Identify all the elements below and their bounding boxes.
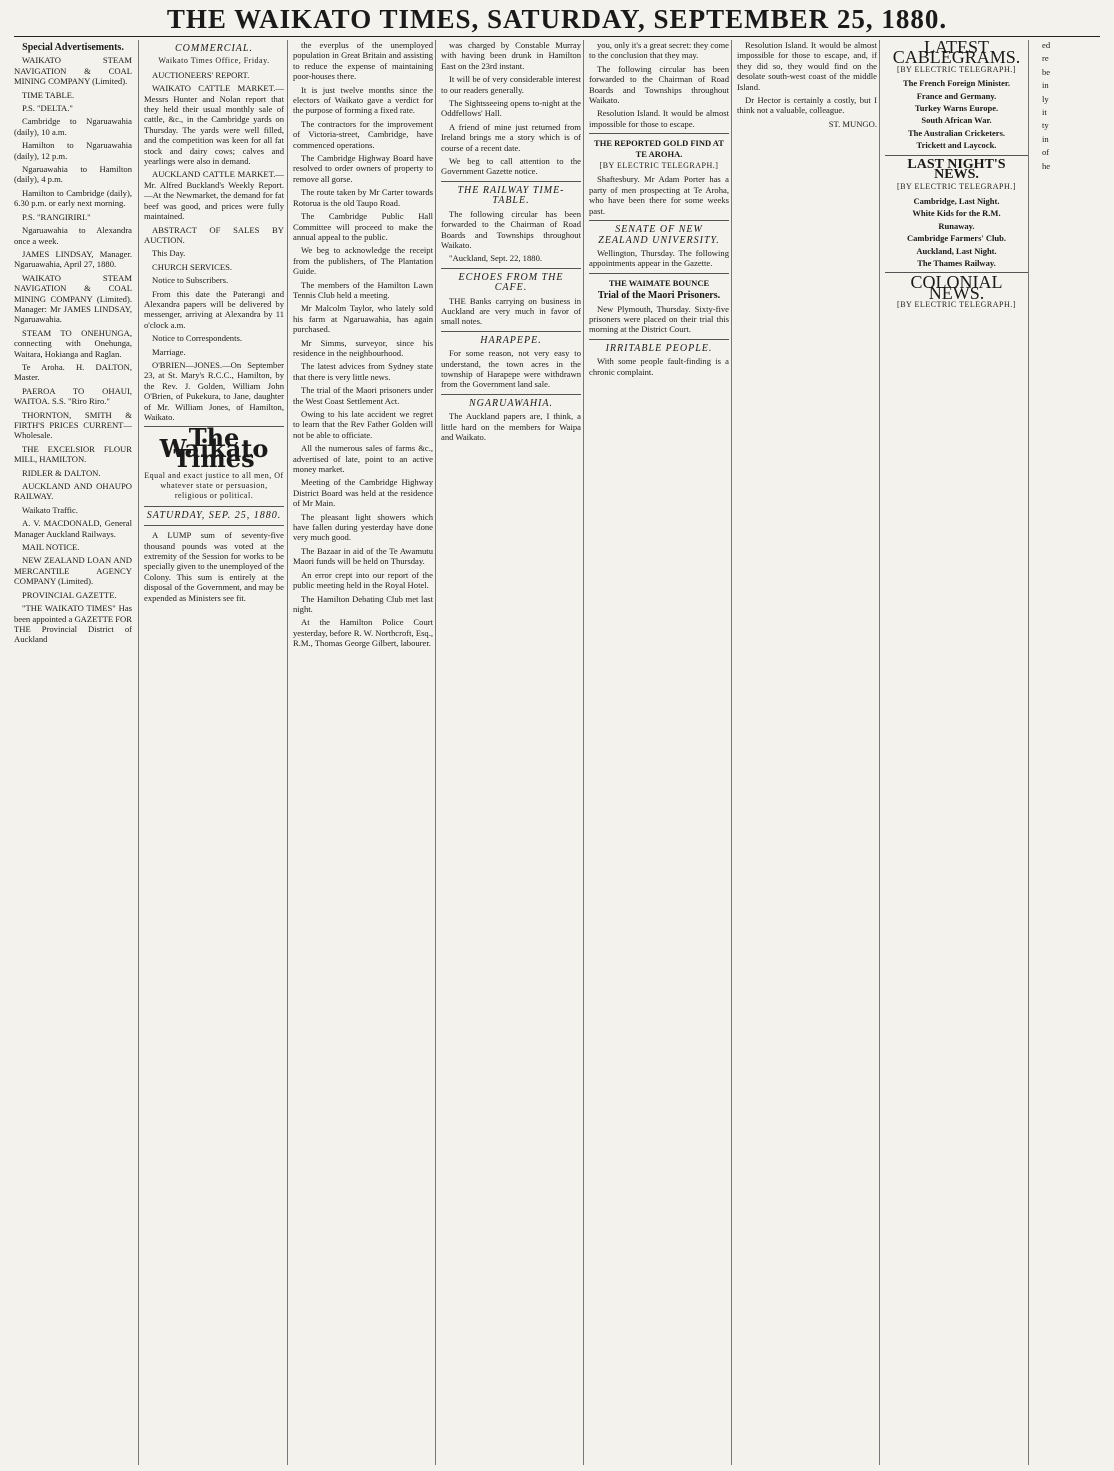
advert-item: STEAM TO ONEHUNGA, connecting with Onehunga, Waitara, Hokianga and Raglan. <box>14 327 132 359</box>
editorial-date: SATURDAY, SEP. 25, 1880. <box>146 509 282 521</box>
local-news-paragraph: At the Hamilton Police Court yesterday, before R. W. Northcroft, Esq., R.M., Thomas George Gilbert, labourer. <box>293 617 433 649</box>
editorial-lead: A LUMP sum of seventy-five thousand pounds was voted at the extremity of the Session for works to be specially given to the unemployed of the Colony. This sum is entirely at the disposal of the Government, and may be expended as Ministers see fit. <box>144 530 284 603</box>
news-section-heading: Cambridge, Last Night. <box>913 195 1000 206</box>
columns <box>14 40 1104 1465</box>
col6-signature: ST. MUNGO. <box>828 118 877 129</box>
cut-line: in <box>1042 80 1049 91</box>
column-8 <box>1028 40 1106 1465</box>
advert-item: Cambridge to Ngaruawahia (daily), 10 a.m. <box>14 116 132 137</box>
advert-item: P.S. "DELTA." <box>22 103 73 114</box>
col4-body <box>441 40 581 177</box>
ngaruawahia-heading: NGARUAWAHIA. <box>469 397 553 409</box>
colonial-heading: COLONIAL NEWS. <box>910 272 1003 303</box>
local-news-paragraph: Mr Simms, surveyor, since his residence in the neighbourhood. <box>293 337 433 358</box>
local-news-paragraph: was charged by Constable Murray with having been drunk in Hamilton East on the 23rd instant. <box>441 40 581 71</box>
advert-item: Waikato Traffic. <box>22 504 78 515</box>
commercial-paragraph: Notice to Subscribers. <box>152 275 229 286</box>
advert-item: Ngaruawahia to Hamilton (daily), 4 p.m. <box>14 164 132 185</box>
cafe-body: THE Banks carrying on business in Auckland are very much in favor of small notes. <box>441 295 581 327</box>
gold-body: Shaftesbury. Mr Adam Porter has a party of men prospecting at Te Aroha, who have been there for some weeks past. <box>589 174 729 216</box>
local-news-paragraph: The Bazaar in aid of the Te Awamutu Maori funds will be held on Thursday. <box>293 545 433 567</box>
cablegram-heading: South African War. <box>921 115 992 126</box>
local-news-paragraph: Mr Malcolm Taylor, who lately sold his farm at Ngaruawahia, has again purchased. <box>293 303 433 335</box>
senate-heading: SENATE OF NEW ZEALAND UNIVERSITY. <box>598 224 720 246</box>
local-news-paragraph: The Cambridge Highway Board have resolved to order owners of property to remove all gorse. <box>293 153 433 184</box>
cablegram-heading: Turkey Warns Europe. <box>914 103 999 114</box>
local-news-paragraph: The Cambridge Public Hall Committee will proceed to make the annual appeal to the public. <box>293 211 433 242</box>
gold-subheading: [BY ELECTRIC TELEGRAPH.] <box>599 161 719 171</box>
cut-line: be <box>1042 66 1051 77</box>
cablegram-heading: France and Germany. <box>916 90 997 101</box>
news-section-heading: White Kids for the R.M. <box>912 208 1001 219</box>
local-news-paragraph: The pleasant light showers which have fallen during yesterday have done very much good. <box>293 511 433 543</box>
commercial-paragraph: ABSTRACT OF SALES BY AUCTION. <box>144 224 284 245</box>
masthead-title: THE WAIKATO TIMES, SATURDAY, SEPTEMBER 25, 1880. <box>166 4 948 34</box>
advert-item: NEW ZEALAND LOAN AND MERCANTILE AGENCY COMPANY (Limited). <box>14 555 132 587</box>
cablegrams-heading: LATEST CABLEGRAMS. <box>892 40 1021 68</box>
railway-body: The following circular has been forwarded to the Chairman of Road Boards and Townships throughout Waikato. <box>441 208 581 250</box>
cut-line: it <box>1042 107 1047 118</box>
article-paragraph: Resolution Island. It would be almost impossible for those to escape, and, if they did so, they would find on the desolate south-west coast of the middle Island. <box>737 40 877 92</box>
article-paragraph: Dr Hector is certainly a costly, but I think not a valuable, colleague. <box>737 95 877 116</box>
bounce-subheading: Trial of the Maori Prisoners. <box>597 290 721 302</box>
col3-body <box>293 40 433 649</box>
news-subheading: [BY ELECTRIC TELEGRAPH.] <box>897 182 1016 192</box>
commercial-paragraph: O'BRIEN—JONES.—On September 23, at St. Mary's R.C.C., Hamilton, by the Rev. J. Golden, William John O'Brien, of Pukekura, to Jane, daughter of Mr. William Jones, of Hamilton, Waikato. <box>144 359 284 422</box>
article-paragraph: The following circular has been forwarded to the Chairman of Road Boards and Townships throughout Waikato. <box>589 63 729 106</box>
cut-line: ty <box>1042 120 1049 131</box>
irritable-body: With some people fault-finding is a chronic complaint. <box>589 356 729 377</box>
advert-item: WAIKATO STEAM NAVIGATION & COAL MINING COMPANY (Limited). <box>14 55 132 87</box>
news-sections <box>885 196 1028 268</box>
news-section-heading: Auckland, Last Night. <box>916 245 997 256</box>
col1-items <box>14 55 132 644</box>
local-news-paragraph: The trial of the Maori prisoners under the West Coast Settlement Act. <box>293 385 433 406</box>
advert-item: A. V. MACDONALD, General Manager Auckland Railways. <box>14 518 132 539</box>
local-news-paragraph: We beg to acknowledge the receipt from the publishers, of The Plantation Guide. <box>293 245 433 277</box>
advert-item: PAEROA TO OHAUI, WAITOA. S.S. "Riro Riro." <box>14 385 132 407</box>
commercial-paragraph: This Day. <box>152 248 186 259</box>
column-7 <box>879 40 1028 1465</box>
commercial-paragraph: From this date the Paterangi and Alexandra papers will be delivered by messenger, arriving at Alexandra by 11 o'clock a.m. <box>144 288 284 330</box>
advert-item: WAIKATO STEAM NAVIGATION & COAL MINING COMPANY (Limited). Manager: Mr JAMES LINDSAY, Ngaruawahia. <box>14 272 132 325</box>
local-news-paragraph: A friend of mine just returned from Ireland brings me a story which is of course of a recent date. <box>441 121 581 153</box>
column-4 <box>435 40 581 1465</box>
local-news-paragraph: We beg to call attention to the Government Gazette notice. <box>441 156 581 177</box>
local-news-paragraph: the everplus of the unemployed population in Great Britain and assisting to reduce the expense of maintaining poor-houses there. <box>293 40 433 82</box>
advert-item: "THE WAIKATO TIMES" Has been appointed a GAZETTE FOR THE Provincial District of Auckland <box>14 603 132 645</box>
col2-subheading: Waikato Times Office, Friday. <box>158 56 270 66</box>
irritable-heading: IRRITABLE PEOPLE. <box>605 342 713 354</box>
advert-item: RIDLER & DALTON. <box>22 467 101 478</box>
commercial-paragraph: CHURCH SERVICES. <box>152 261 233 272</box>
news-section-heading: The Thames Railway. <box>917 257 996 268</box>
news-heading: LAST NIGHT'S NEWS. <box>907 156 1006 183</box>
local-news-paragraph: Owing to his late accident we regret to learn that the Rev Father Golden will not be able to officiate. <box>293 409 433 440</box>
advert-item: Hamilton to Ngaruawahia (daily), 12 p.m. <box>14 140 132 161</box>
col2-body <box>144 70 284 423</box>
column-5 <box>583 40 729 1465</box>
local-news-paragraph: The route taken by Mr Carter towards Rotorua is the old Taupo Road. <box>293 187 433 208</box>
advert-item: JAMES LINDSAY, Manager. Ngaruawahia, April 27, 1880. <box>14 248 132 270</box>
commercial-paragraph: WAIKATO CATTLE MARKET.—Messrs Hunter and Nolan report that they held their usual monthly sale of cattle, &c., in the Cambridge yards on Thursday. The yards were well filled, and the competition was keen for all fat stock and dairy cows; calves and yearlings were also in demand. <box>144 83 284 167</box>
gold-heading: THE REPORTED GOLD FIND AT TE AROHA. <box>594 138 724 159</box>
cafe-heading: ECHOES FROM THE CAFE. <box>458 271 564 294</box>
colonial-subheading: [BY ELECTRIC TELEGRAPH.] <box>897 300 1016 310</box>
cut-line: in <box>1042 133 1049 144</box>
advert-item: Hamilton to Cambridge (daily), 6.30 p.m. or early next morning. <box>14 187 132 209</box>
masthead-rule <box>14 36 1100 37</box>
advert-item: P.S. "RANGIRIRI." <box>22 211 91 222</box>
masthead <box>14 4 1100 34</box>
column-6 <box>731 40 877 1465</box>
article-paragraph: Resolution Island. It would be almost impossible for those to escape. <box>589 108 729 129</box>
cablegram-heading: The French Foreign Minister. <box>902 78 1011 89</box>
col8-lines <box>1034 40 1106 171</box>
senate-body: Wellington, Thursday. The following appointments appear in the Gazette. <box>589 247 729 269</box>
advert-item: Te Aroha. H. DALTON, Master. <box>14 361 132 383</box>
advert-item: MAIL NOTICE. <box>22 542 80 553</box>
cablegrams-subheading: [BY ELECTRIC TELEGRAPH.] <box>897 64 1016 74</box>
column-1 <box>14 40 132 1465</box>
advert-item: THE EXCELSIOR FLOUR MILL, HAMILTON. <box>14 443 132 465</box>
cablegrams-sections <box>885 78 1028 150</box>
col2-heading: COMMERCIAL. <box>175 43 253 54</box>
cablegram-heading: Trickett and Laycock. <box>916 140 997 151</box>
cut-line: of <box>1042 147 1050 158</box>
local-news-paragraph: The Sightsseeing opens to-night at the Oddfellows' Hall. <box>441 98 581 119</box>
cut-line: ly <box>1042 93 1049 104</box>
local-news-paragraph: The contractors for the improvement of Victoria-street, Cambridge, have commenced operations. <box>293 118 433 150</box>
harapepe-body: For some reason, not very easy to understand, the town acres in the township of Harapepe were withdrawn from the Government land sale. <box>441 348 581 390</box>
local-news-paragraph: It will be of very considerable interest to our readers generally. <box>441 74 581 95</box>
paper-motto: Equal and exact justice to all men, Of whatever state or persuasion, religious or political. <box>144 470 284 501</box>
news-section-heading: Runaway. <box>938 220 975 231</box>
local-news-paragraph: An error crept into our report of the public meeting held in the Royal Hotel. <box>293 569 433 591</box>
harapepe-heading: HARAPEPE. <box>480 334 542 346</box>
cut-line: he <box>1042 160 1051 171</box>
local-news-paragraph: It is just twelve months since the electors of Waikato gave a verdict for the purpose of forming a fixed rate. <box>293 84 433 116</box>
col6-body <box>737 40 877 116</box>
advert-item: Ngaruawahia to Alexandra once a week. <box>14 225 132 246</box>
advert-item: AUCKLAND AND OHAUPO RAILWAY. <box>14 481 132 502</box>
railway-quote: "Auckland, Sept. 22, 1880. <box>449 253 543 264</box>
advert-item: THORNTON, SMITH & FIRTH'S PRICES CURRENT—Wholesale. <box>14 409 132 441</box>
commercial-paragraph: Notice to Correspondents. <box>152 333 242 344</box>
local-news-paragraph: Meeting of the Cambridge Highway District Board was held at the residence of Mr Main. <box>293 477 433 509</box>
col1-heading: Special Advertisements. <box>22 42 124 53</box>
local-news-paragraph: The members of the Hamilton Lawn Tennis Club held a meeting. <box>293 279 433 300</box>
commercial-paragraph: Marriage. <box>152 346 186 357</box>
ngaruawahia-body: The Auckland papers are, I think, a little hard on the members for Waipa and Waikato. <box>441 411 581 442</box>
local-news-paragraph: The Hamilton Debating Club met last night. <box>293 593 433 614</box>
article-paragraph: you, only it's a great secret: they come to the conclusion that they may. <box>589 40 729 61</box>
column-3 <box>287 40 433 1465</box>
bounce-body: New Plymouth, Thursday. Sixty-five prisoners were placed on their trial this morning at the District Court. <box>589 303 729 335</box>
cablegram-heading: The Australian Cricketers. <box>907 127 1006 138</box>
local-news-paragraph: The latest advices from Sydney state that there is very little news. <box>293 361 433 382</box>
cut-line: ed <box>1042 40 1051 50</box>
advert-item: PROVINCIAL GAZETTE. <box>22 589 117 600</box>
cut-line: re <box>1042 53 1049 64</box>
local-news-paragraph: All the numerous sales of farms &c., advertised of late, point to an active money market. <box>293 443 433 475</box>
col5-body <box>589 40 729 129</box>
commercial-paragraph: AUCKLAND CATTLE MARKET.—Mr. Alfred Buckland's Weekly Report.—At the Newmarket, the demand for fat beef was good, and prices were fully maintained. <box>144 169 284 222</box>
column-2 <box>138 40 284 1465</box>
commercial-paragraph: AUCTIONEERS' REPORT. <box>152 69 250 80</box>
bounce-heading: THE WAIMATE BOUNCE <box>608 277 710 288</box>
railway-heading: THE RAILWAY TIME-TABLE. <box>457 184 565 207</box>
news-section-heading: Cambridge Farmers' Club. <box>907 233 1006 244</box>
paper-nameplate: The Waikato Times <box>159 423 269 474</box>
advert-item: TIME TABLE. <box>22 89 75 100</box>
